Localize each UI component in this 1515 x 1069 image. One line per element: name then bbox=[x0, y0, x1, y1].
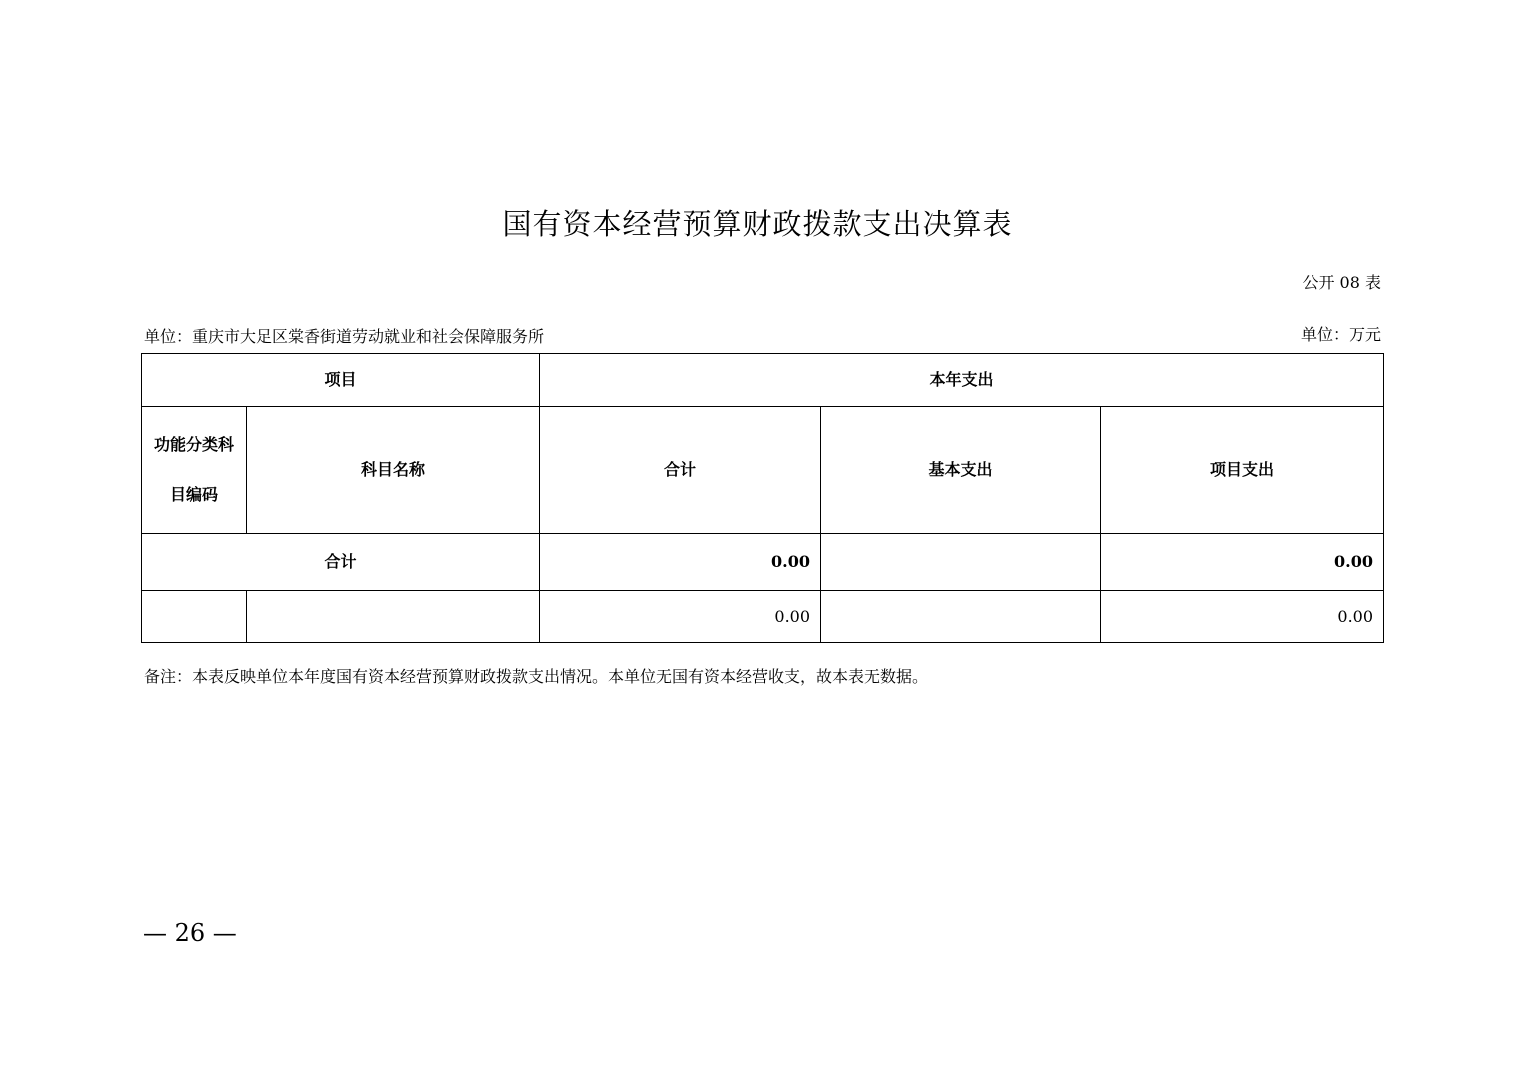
expenditure-table bbox=[141, 353, 1384, 643]
form-number: 公开 08 表 bbox=[1302, 273, 1381, 292]
total-row bbox=[142, 534, 1384, 591]
total-row-total: 0.00 bbox=[540, 534, 821, 591]
header-function-code-line1: 功能分类科 bbox=[153, 435, 234, 454]
header-basic-expense: 基本支出 bbox=[821, 407, 1101, 534]
row-name bbox=[247, 591, 540, 643]
header-row-top bbox=[142, 354, 1384, 407]
total-row-project: 0.00 bbox=[1101, 534, 1384, 591]
table-row bbox=[142, 591, 1384, 643]
header-function-code bbox=[142, 407, 247, 534]
header-subject-name: 科目名称 bbox=[247, 407, 540, 534]
header-item: 项目 bbox=[142, 354, 540, 407]
header-project-expense: 项目支出 bbox=[1101, 407, 1384, 534]
row-total: 0.00 bbox=[540, 591, 821, 643]
page-number: — 26 — bbox=[143, 919, 237, 947]
row-basic bbox=[821, 591, 1101, 643]
total-row-basic bbox=[821, 534, 1101, 591]
total-row-label: 合计 bbox=[142, 534, 540, 591]
row-project: 0.00 bbox=[1101, 591, 1384, 643]
row-code bbox=[142, 591, 247, 643]
header-year-expense: 本年支出 bbox=[540, 354, 1384, 407]
header-function-code-line2: 目编码 bbox=[169, 485, 218, 504]
header-row-columns bbox=[142, 407, 1384, 534]
page-title: 国有资本经营预算财政拨款支出决算表 bbox=[502, 207, 1013, 241]
unit-organization: 单位：重庆市大足区棠香街道劳动就业和社会保障服务所 bbox=[144, 327, 545, 346]
table-note: 备注：本表反映单位本年度国有资本经营预算财政拨款支出情况。本单位无国有资本经营收支，故本表无数据。 bbox=[144, 667, 929, 686]
unit-currency: 单位：万元 bbox=[1300, 325, 1381, 344]
header-total: 合计 bbox=[540, 407, 821, 534]
